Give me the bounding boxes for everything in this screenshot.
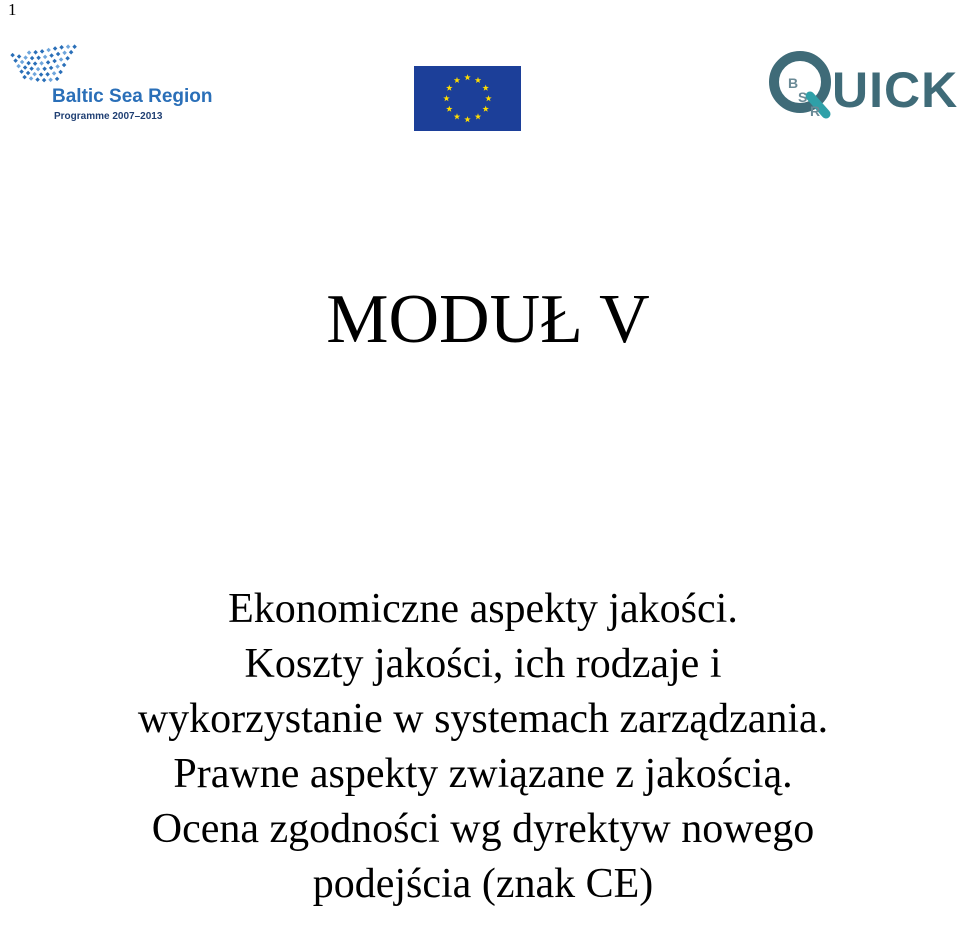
bsr-dot bbox=[52, 59, 57, 64]
description-line-3: wykorzystanie w systemach zarządzania. bbox=[137, 696, 829, 742]
eu-flag-logo bbox=[414, 66, 521, 131]
bsr-dot bbox=[36, 56, 41, 61]
bsr-dot bbox=[36, 67, 41, 72]
bsr-dot bbox=[66, 44, 71, 49]
module-description bbox=[0, 582, 960, 912]
bsr-dot bbox=[17, 54, 22, 59]
bsr-dot bbox=[19, 69, 24, 74]
description-line-6: podejścia (znak CE) bbox=[312, 861, 654, 907]
bsr-dot bbox=[40, 49, 45, 54]
bsr-dot bbox=[48, 78, 53, 83]
quick-logo-word: UICK bbox=[832, 62, 959, 118]
quick-letter-b: B bbox=[788, 75, 799, 91]
bsr-dot bbox=[29, 66, 34, 71]
bsr-dot bbox=[29, 76, 34, 81]
bsr-dot bbox=[35, 77, 40, 82]
bsr-dot bbox=[32, 72, 37, 77]
bsr-dot bbox=[56, 52, 61, 57]
bsr-logo-line2: Programme 2007–2013 bbox=[54, 111, 163, 122]
bsr-dot bbox=[33, 50, 38, 55]
bsr-dot bbox=[13, 58, 18, 63]
bsr-dot bbox=[69, 50, 74, 55]
bsr-dot-pattern bbox=[10, 44, 77, 82]
bsr-dot bbox=[59, 45, 64, 50]
bsr-dot bbox=[53, 46, 58, 51]
description-line-5: Ocena zgodności wg dyrektyw nowego bbox=[151, 806, 815, 852]
module-title: MODUŁ V bbox=[326, 281, 650, 358]
bsr-dot bbox=[65, 56, 70, 61]
bsr-dot bbox=[10, 53, 15, 58]
bsr-dot bbox=[33, 61, 38, 66]
bsr-dot bbox=[42, 78, 47, 83]
quick-letter-s: S bbox=[798, 89, 808, 105]
bsr-dot bbox=[46, 60, 51, 65]
bsr-dot bbox=[22, 75, 27, 80]
bsr-dot bbox=[52, 71, 57, 76]
bsr-dot bbox=[26, 61, 31, 66]
bsr-dot bbox=[26, 71, 31, 76]
bsr-logo-line1: Baltic Sea Region bbox=[52, 86, 213, 107]
description-line-1: Ekonomiczne aspekty jakości. bbox=[228, 586, 738, 632]
bsr-dot bbox=[49, 66, 54, 71]
quick-letter-r: R bbox=[810, 103, 821, 119]
bsr-dot bbox=[62, 63, 67, 68]
baltic-sea-region-logo bbox=[2, 40, 232, 125]
bsr-dot bbox=[55, 77, 60, 82]
page-number: 1 bbox=[8, 0, 17, 19]
bsr-dot bbox=[39, 72, 44, 77]
bsr-dot bbox=[45, 72, 50, 77]
bsr-dot bbox=[23, 55, 28, 60]
bsr-dot bbox=[43, 55, 48, 60]
bsr-dot bbox=[30, 56, 35, 61]
bsr-dot bbox=[16, 64, 21, 69]
bsr-dot bbox=[27, 50, 32, 55]
bsr-dot bbox=[55, 64, 60, 69]
bsr-dot bbox=[49, 53, 54, 58]
bsr-dot bbox=[39, 61, 44, 66]
bsr-dot bbox=[72, 44, 77, 49]
description-line-2: Koszty jakości, ich rodzaje i bbox=[244, 641, 722, 687]
bsr-dot bbox=[62, 51, 67, 56]
bsr-dot bbox=[23, 65, 28, 70]
bsr-dot bbox=[46, 48, 51, 53]
bsr-dot bbox=[58, 70, 63, 75]
bsr-dot bbox=[42, 67, 47, 72]
bsr-dot bbox=[20, 60, 25, 65]
quick-bsr-logo bbox=[766, 44, 960, 129]
bsr-dot bbox=[59, 57, 64, 62]
description-line-4: Prawne aspekty związane z jakością. bbox=[173, 751, 793, 797]
